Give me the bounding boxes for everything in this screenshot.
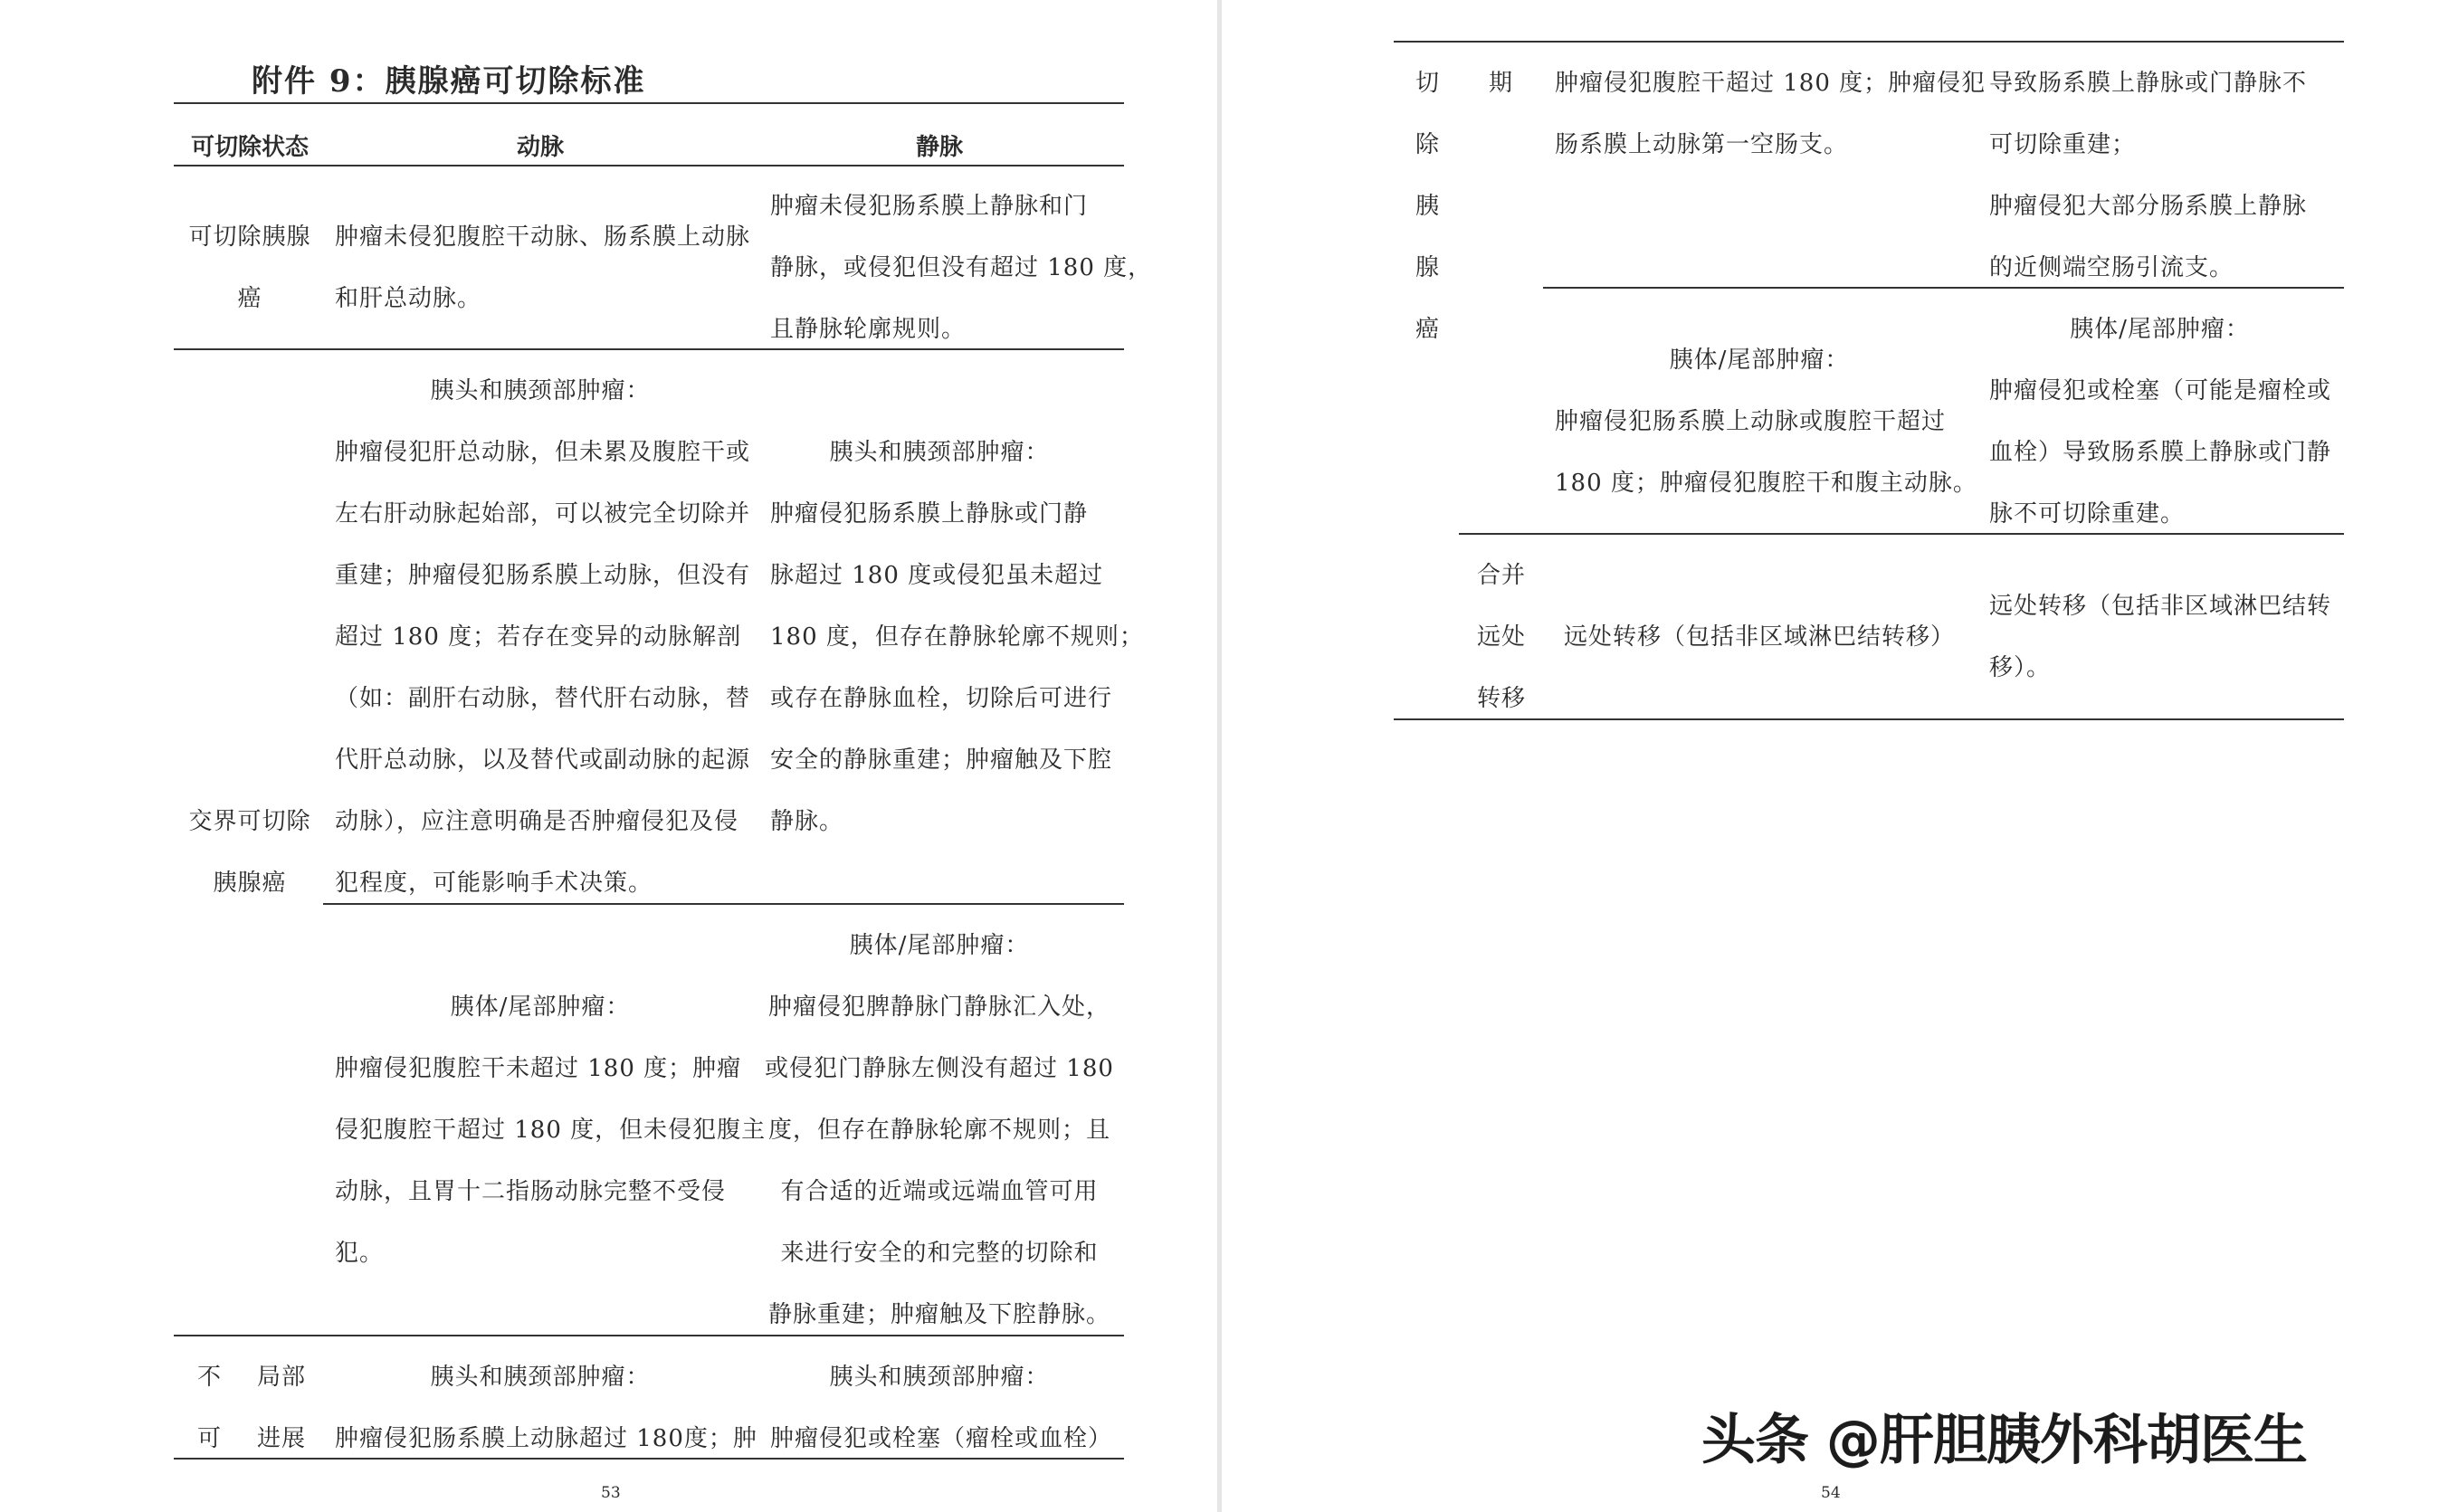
- unresectable-status-c2-l1: 局部: [257, 1364, 307, 1391]
- borderline-head-vein-l2: 脉超过 180 度或侵犯虽未超过: [770, 562, 1104, 589]
- unresectable-artery-l1: 肿瘤侵犯肠系膜上动脉超过 180度；肿: [335, 1425, 757, 1452]
- right-head-artery-l2: 肠系膜上动脉第一空肠支。: [1555, 131, 1849, 158]
- metastasis-vein-l2: 移）。: [1989, 654, 2052, 681]
- borderline-head-vein-l1: 肿瘤侵犯肠系膜上静脉或门静: [770, 500, 1089, 528]
- borderline-head-vein-l3: 180 度，但存在静脉轮廓不规则；: [770, 623, 1144, 651]
- resectable-artery-l2: 和肝总动脉。: [335, 285, 482, 312]
- page-number: 54: [1821, 1484, 1841, 1502]
- borderline-head-artery-title: 胰头和胰颈部肿瘤：: [430, 377, 651, 404]
- borderline-body-vein-l1: 肿瘤侵犯脾静脉门静脉汇入处，: [767, 994, 1110, 1021]
- metastasis-artery: 远处转移（包括非区域淋巴结转移）: [1564, 623, 1956, 651]
- header-rule: [174, 165, 1124, 166]
- right-status-char-3: 胰: [1415, 193, 1441, 220]
- borderline-body-artery-l1: 肿瘤侵犯腹腔干未超过 180 度；肿瘤: [335, 1055, 742, 1082]
- right-status-char-4: 腺: [1415, 254, 1441, 281]
- resectable-status-l2: 癌: [237, 285, 262, 312]
- right-status-char-1: 切: [1415, 70, 1441, 97]
- borderline-body-vein-l5: 来进行安全的和完整的切除和: [780, 1240, 1099, 1267]
- borderline-body-vein-l3: 度，但存在静脉轮廓不规则；且: [767, 1117, 1110, 1144]
- right-period-char: 期: [1489, 70, 1514, 97]
- borderline-head-vein-l5: 安全的静脉重建；肿瘤触及下腔: [770, 746, 1113, 774]
- unresectable-status-c2-l2: 进展: [257, 1425, 307, 1452]
- right-head-vein-l4: 的近侧端空肠引流支。: [1989, 254, 2234, 281]
- left-page: [0, 0, 1217, 1512]
- borderline-head-vein-l6: 静脉。: [770, 808, 844, 835]
- borderline-head-vein-title: 胰头和胰颈部肿瘤：: [829, 439, 1050, 466]
- right-head-vein-l1: 导致肠系膜上静脉或门静脉不: [1989, 70, 2308, 97]
- borderline-body-artery-l3: 动脉，且胃十二指肠动脉完整不受侵: [335, 1178, 727, 1205]
- borderline-row-rule: [174, 1335, 1124, 1336]
- borderline-status-l1: 交界可切除: [188, 808, 311, 835]
- borderline-body-artery-l2: 侵犯腹腔干超过 180 度，但未侵犯腹主: [335, 1117, 767, 1144]
- right-body-vein-l1: 肿瘤侵犯或栓塞（可能是瘤栓或: [1989, 377, 2332, 404]
- right-body-artery-l2: 180 度；肿瘤侵犯腹腔干和腹主动脉。: [1555, 470, 1977, 497]
- right-body-vein-l2: 血栓）导致肠系膜上静脉或门静: [1989, 439, 2332, 466]
- unresectable-vein-title: 胰头和胰颈部肿瘤：: [829, 1364, 1050, 1391]
- borderline-head-artery-l3: 重建；肿瘤侵犯肠系膜上动脉，但没有: [335, 562, 751, 589]
- borderline-subrow-rule: [323, 903, 1124, 905]
- borderline-status-l2: 胰腺癌: [213, 870, 287, 897]
- unresectable-artery-title: 胰头和胰颈部肿瘤：: [430, 1364, 651, 1391]
- borderline-body-vein-l2: 或侵犯门静脉左侧没有超过 180: [765, 1055, 1114, 1082]
- metastasis-vein-l1: 远处转移（包括非区域淋巴结转: [1989, 593, 2332, 620]
- borderline-head-artery-l1: 肿瘤侵犯肝总动脉，但未累及腹腔干或: [335, 439, 751, 466]
- borderline-head-artery-l4: 超过 180 度；若存在变异的动脉解剖: [335, 623, 742, 651]
- borderline-body-artery-title: 胰体/尾部肿瘤：: [450, 994, 631, 1021]
- right-head-artery-l1: 肿瘤侵犯腹腔干超过 180 度；肿瘤侵犯: [1555, 70, 1986, 97]
- borderline-body-vein-title: 胰体/尾部肿瘤：: [849, 932, 1030, 959]
- resectable-row-rule: [174, 348, 1124, 350]
- unresectable-status-c1-l2: 可: [197, 1425, 223, 1452]
- watermark: 头条 @肝胆胰外科胡医生: [1701, 1409, 2307, 1472]
- borderline-head-artery-l5: （如：副肝右动脉，替代肝右动脉，替: [335, 685, 751, 712]
- appendix-title: 附件 9：胰腺癌可切除标准: [252, 63, 646, 100]
- resectable-artery-l1: 肿瘤未侵犯腹腔干动脉、肠系膜上动脉: [335, 223, 751, 251]
- borderline-head-artery-l7: 动脉），应注意明确是否肿瘤侵犯及侵: [335, 808, 739, 835]
- right-table-top-rule: [1394, 41, 2344, 43]
- left-table-bottom-rule: [174, 1458, 1124, 1460]
- right-body-artery-title: 胰体/尾部肿瘤：: [1669, 347, 1850, 374]
- borderline-body-vein-l6: 静脉重建；肿瘤触及下腔静脉。: [767, 1301, 1110, 1328]
- right-metastasis-rule: [1459, 533, 2344, 535]
- right-body-artery-l1: 肿瘤侵犯肠系膜上动脉或腹腔干超过: [1555, 408, 1947, 435]
- borderline-head-artery-l2: 左右肝动脉起始部，可以被完全切除并: [335, 500, 751, 528]
- borderline-head-artery-l6: 代肝总动脉，以及替代或副动脉的起源: [335, 746, 751, 774]
- resectable-vein-l3: 且静脉轮廓规则。: [770, 316, 967, 343]
- right-body-vein-l3: 脉不可切除重建。: [1989, 500, 2186, 528]
- right-body-vein-title: 胰体/尾部肿瘤：: [2070, 316, 2250, 343]
- borderline-head-artery-l8: 犯程度，可能影响手术决策。: [335, 870, 653, 897]
- metastasis-label-l1: 合并: [1477, 562, 1527, 589]
- borderline-body-vein-l4: 有合适的近端或远端血管可用: [780, 1178, 1099, 1205]
- borderline-head-vein-l4: 或存在静脉血栓，切除后可进行: [770, 685, 1113, 712]
- right-table-bottom-rule: [1394, 718, 2344, 720]
- borderline-body-artery-l4: 犯。: [335, 1240, 385, 1267]
- resectable-status-l1: 可切除胰腺: [188, 223, 311, 251]
- right-page: [1222, 0, 2439, 1512]
- unresectable-vein-l1: 肿瘤侵犯或栓塞（瘤栓或血栓）: [770, 1425, 1113, 1452]
- right-status-char-2: 除: [1415, 131, 1441, 158]
- metastasis-label-l3: 转移: [1477, 685, 1527, 712]
- header-vein: 静脉: [915, 134, 963, 161]
- metastasis-label-l2: 远处: [1477, 623, 1527, 651]
- right-subrow-rule: [1543, 287, 2344, 289]
- header-artery: 动脉: [516, 134, 564, 161]
- resectable-vein-l2: 静脉，或侵犯但没有超过 180 度，: [770, 254, 1153, 281]
- right-status-char-5: 癌: [1415, 316, 1441, 343]
- page-number: 53: [601, 1484, 621, 1502]
- right-head-vein-l2: 可切除重建；: [1989, 131, 2137, 158]
- header-status: 可切除状态: [190, 134, 309, 161]
- unresectable-status-c1-l1: 不: [197, 1364, 223, 1391]
- right-head-vein-l3: 肿瘤侵犯大部分肠系膜上静脉: [1989, 193, 2308, 220]
- table-top-rule: [174, 102, 1124, 104]
- resectable-vein-l1: 肿瘤未侵犯肠系膜上静脉和门: [770, 193, 1089, 220]
